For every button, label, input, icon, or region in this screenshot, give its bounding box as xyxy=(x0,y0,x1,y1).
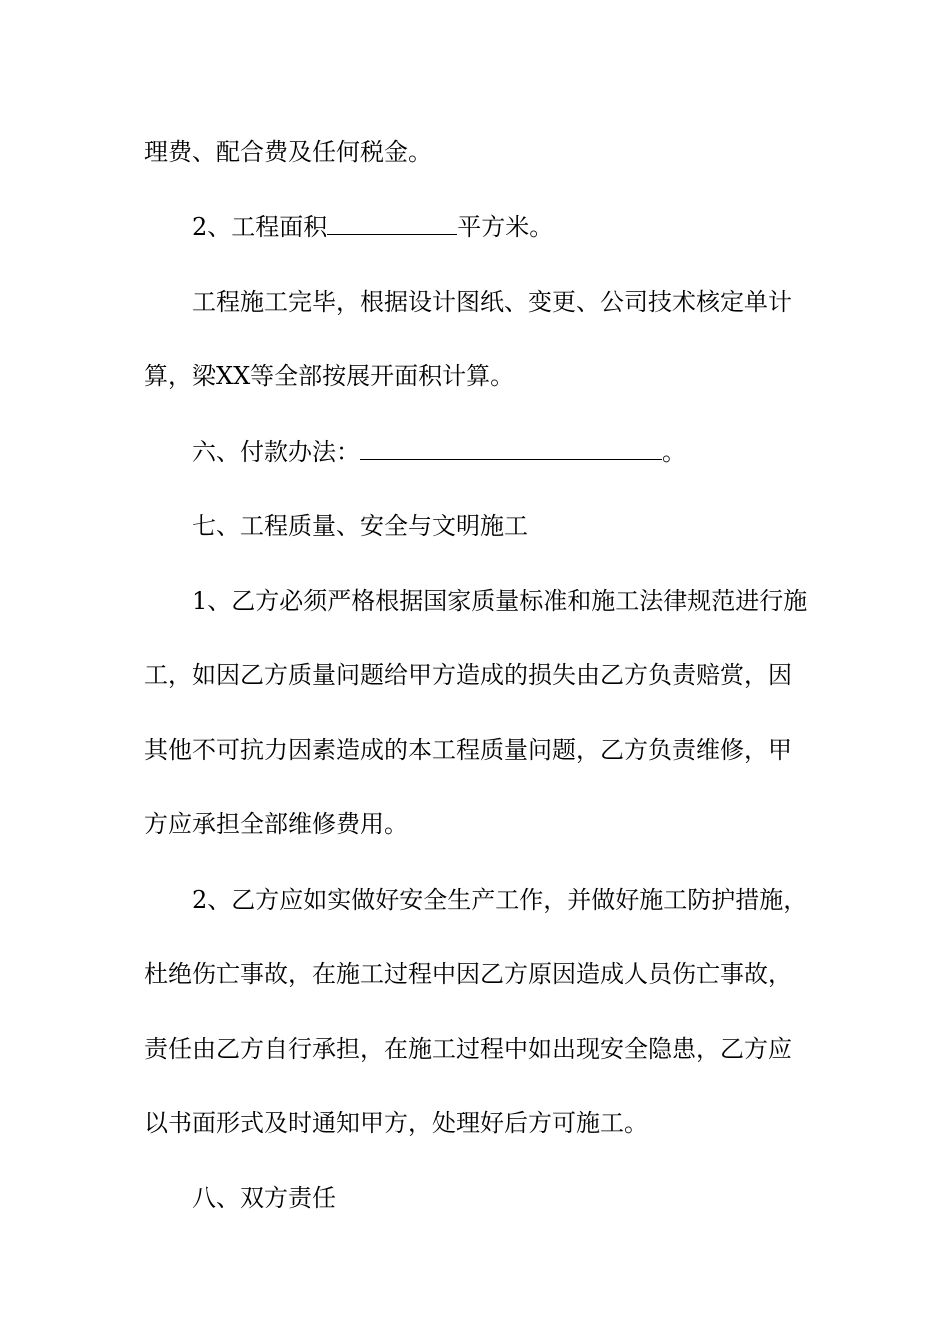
text-segment: 工程施工完毕，根据设计图纸、变更、公司技术核定单计 xyxy=(192,288,792,316)
text-segment: 1、乙方必须严格根据国家质量标准和施工法律规范进行施 xyxy=(192,587,808,615)
text-segment: 2、乙方应如实做好安全生产工作，并做好施工防护措施， xyxy=(192,886,808,914)
text-segment: 理费、配合费及任何税金。 xyxy=(144,138,432,166)
text-segment: 方应承担全部维修费用。 xyxy=(144,810,408,838)
text-segment: 其他不可抗力因素造成的本工程质量问题，乙方负责维修，甲 xyxy=(144,736,792,764)
payment-line xyxy=(192,435,686,467)
area-unit: 平方米。 xyxy=(457,213,554,241)
section-heading xyxy=(192,1182,336,1214)
text-segment: 算，梁XX等全部按展开面积计算。 xyxy=(144,362,515,390)
area-line xyxy=(192,210,553,242)
payment-blank[interactable] xyxy=(360,435,662,460)
text-segment: 以书面形式及时通知甲方，处理好后方可施工。 xyxy=(144,1109,648,1137)
text-line xyxy=(144,136,432,168)
text-line xyxy=(144,659,792,691)
text-segment: 杜绝伤亡事故，在施工过程中因乙方原因造成人员伤亡事故， xyxy=(144,960,792,988)
area-label: 2、工程面积 xyxy=(192,213,328,241)
section-heading xyxy=(192,510,528,542)
text-line xyxy=(144,958,792,990)
payment-end: 。 xyxy=(662,438,686,466)
text-segment: 责任由乙方自行承担，在施工过程中如出现安全隐患，乙方应 xyxy=(144,1035,792,1063)
payment-label: 六、付款办法： xyxy=(192,438,360,466)
text-segment: 七、工程质量、安全与文明施工 xyxy=(192,512,528,540)
text-line xyxy=(144,1107,648,1139)
text-line xyxy=(144,360,514,392)
text-line xyxy=(144,734,792,766)
text-line xyxy=(144,1033,792,1065)
text-segment: 八、双方责任 xyxy=(192,1184,336,1212)
text-segment: 工，如因乙方质量问题给甲方造成的损失由乙方负责赔赏，因 xyxy=(144,661,792,689)
area-blank[interactable] xyxy=(327,210,457,235)
text-line xyxy=(192,286,792,318)
text-line xyxy=(192,585,807,617)
text-line xyxy=(192,884,807,916)
text-line xyxy=(144,808,408,840)
